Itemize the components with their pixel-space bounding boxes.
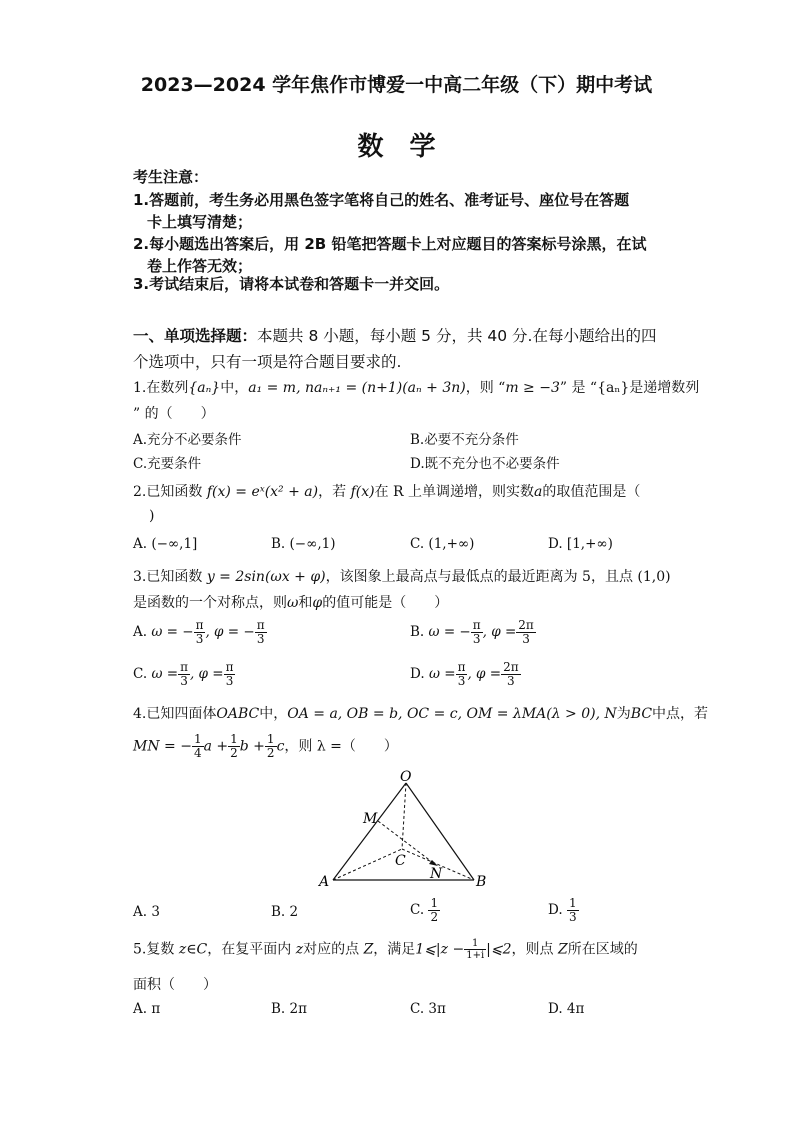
question-4-line-1 xyxy=(133,703,708,723)
q1-m-condition: m ≥ −3 xyxy=(505,380,560,396)
q4-text: 中点，若 xyxy=(652,706,709,722)
section-1-desc-1: 本题共 8 小题，每小题 5 分，共 40 分.在每小题给出的四 xyxy=(257,327,657,345)
denominator: 1+i xyxy=(466,950,485,961)
section-1-heading: 一、单项选择题： xyxy=(133,327,258,345)
fraction xyxy=(194,619,206,646)
notice-item-1: 1.答题前，考生务必用黑色签字笔将自己的姓名、准考证号、座位号在答题 xyxy=(133,191,630,209)
q3-omega: ω xyxy=(287,595,299,611)
denominator: 4 xyxy=(193,746,202,760)
notice-item-1-cont: 卡上填写清楚； xyxy=(147,213,253,231)
q3-omega-eq: ω = − xyxy=(428,624,471,640)
q2-option-d: D. [1,+∞) xyxy=(548,536,613,552)
numerator: 1 xyxy=(230,732,238,746)
q4-option-label: D. xyxy=(548,902,563,918)
q4-text: 4.已知四面体 xyxy=(133,706,217,722)
edge-ac xyxy=(333,849,402,880)
question-3-line-2 xyxy=(133,592,448,612)
q2-text: 的取值范围是（ xyxy=(542,484,641,500)
q3-option-a xyxy=(133,619,267,646)
notice-item-3: 3.考试结束后，请将本试卷和答题卡一并交回。 xyxy=(133,275,450,293)
q1-text: 中， xyxy=(220,380,249,396)
q4-text: 为 xyxy=(616,706,631,722)
q4-vectors: OA = a, OB = b, OC = c, OM = λMA(λ > 0), N xyxy=(287,706,617,722)
q1-option-a: A.充分不必要条件 xyxy=(133,432,242,448)
q3-phi-eq: , φ = xyxy=(189,666,224,682)
label-a: A xyxy=(319,874,330,890)
q5-text: ，则点 xyxy=(511,941,554,958)
numerator: π xyxy=(195,618,204,632)
label-b: B xyxy=(476,874,487,890)
notice-item-2: 2.每小题选出答案后，用 2B 铅笔把答题卡上对应题目的答案标号涂黑，在试 xyxy=(133,235,647,253)
q4-option-d xyxy=(548,897,579,924)
label-c: C xyxy=(395,853,406,869)
q5-inequality: 1⩽|z − xyxy=(415,941,465,958)
q4-text: 中， xyxy=(259,706,288,722)
q2-option-c: C. (1,+∞) xyxy=(410,536,475,552)
q5-option-d: D. 4π xyxy=(548,1001,585,1017)
fraction xyxy=(178,661,190,688)
q4-option-a: A. 3 xyxy=(133,904,160,920)
numerator: π xyxy=(225,660,234,674)
fraction xyxy=(516,619,536,646)
q1-option-b: B.必要不充分条件 xyxy=(410,432,519,448)
q1-text: ” 是 “{aₙ}是递增数列 xyxy=(559,380,700,396)
q3-omega-eq: ω = xyxy=(428,666,456,682)
label-m: M xyxy=(363,811,378,827)
q4-text: ，则 λ =（ ） xyxy=(284,738,398,755)
q2-text: 2.已知函数 xyxy=(133,484,203,500)
denominator: 3 xyxy=(180,674,188,688)
q5-point-z: Z xyxy=(363,941,374,958)
q4-term: c xyxy=(276,738,285,755)
q4-edge-bc: BC xyxy=(630,706,653,722)
fraction xyxy=(228,733,240,760)
q1-option-c: C.充要条件 xyxy=(133,456,202,472)
denominator: 3 xyxy=(472,632,481,646)
q2-function: f(x) = eˣ(x² + a) xyxy=(206,484,319,500)
numerator: 1 xyxy=(266,732,275,746)
q3-text: 的值可能是（ ） xyxy=(322,595,449,611)
q5-option-a: A. π xyxy=(133,1001,161,1017)
q3-text: 3.已知函数 xyxy=(133,569,203,585)
q3-phi-eq: , φ = xyxy=(482,624,517,640)
question-1-line-1 xyxy=(133,377,699,397)
numerator: π xyxy=(472,618,481,632)
question-1-line-2: ” 的（ ） xyxy=(133,406,215,422)
q3-phi-eq: , φ = xyxy=(467,666,502,682)
q3-option-c xyxy=(133,661,235,688)
q1-seq: {aₙ} xyxy=(188,380,221,396)
numerator: π xyxy=(180,660,188,674)
numerator: π xyxy=(256,618,265,632)
q2-option-b: B. (−∞,1) xyxy=(271,536,336,552)
numerator: 1 xyxy=(430,896,439,910)
q4-option-b: B. 2 xyxy=(271,904,299,920)
denominator: 3 xyxy=(225,674,234,688)
notice-heading: 考生注意： xyxy=(133,168,209,186)
exam-title: 2023—2024 学年焦作市博爱一中高二年级（下）期中考试 xyxy=(140,74,653,96)
q3-option-d xyxy=(410,661,521,688)
notice-item-2-cont: 卷上作答无效； xyxy=(147,257,253,275)
denominator: 2 xyxy=(266,746,275,760)
q2-text: ，若 xyxy=(318,484,347,500)
q5-text: ，满足 xyxy=(373,941,416,958)
q3-phi: φ xyxy=(312,595,323,611)
numerator: 1 xyxy=(193,732,202,746)
q4-vector-mn: MN = − xyxy=(133,738,192,755)
q3-option-label: C. xyxy=(133,666,148,682)
q4-option-label: C. xyxy=(410,902,425,918)
vector-mn xyxy=(378,821,436,865)
numerator: 1 xyxy=(568,896,577,910)
q5-text: ，在复平面内 xyxy=(207,941,292,958)
fraction xyxy=(428,897,440,924)
q3-option-label: B. xyxy=(410,624,425,640)
q5-z: z∈C xyxy=(178,941,208,958)
fraction xyxy=(192,733,204,760)
label-o: O xyxy=(400,769,412,785)
q1-text: 1.在数列 xyxy=(133,380,189,396)
denominator: 2 xyxy=(230,746,238,760)
question-2-line-1 xyxy=(133,481,640,501)
section-1-desc-2: 个选项中，只有一项是符合题目要求的. xyxy=(133,353,402,371)
fraction xyxy=(567,897,579,924)
q2-function-ref: f(x) xyxy=(350,484,375,500)
fraction xyxy=(464,938,486,961)
q3-option-label: D. xyxy=(410,666,425,682)
q3-omega-eq: ω = xyxy=(151,666,179,682)
numerator: 2π xyxy=(518,618,534,632)
label-n: N xyxy=(430,866,443,882)
q4-option-c xyxy=(410,897,440,924)
q5-text: 对应的点 xyxy=(303,941,360,958)
q3-omega-eq: ω = − xyxy=(151,624,194,640)
denominator: 3 xyxy=(457,674,466,688)
q5-option-c: C. 3π xyxy=(410,1001,446,1017)
fraction xyxy=(255,619,267,646)
denominator: 3 xyxy=(195,632,204,646)
q5-z: z xyxy=(295,941,304,958)
q5-text: 5.复数 xyxy=(133,941,175,958)
q3-phi-eq: , φ = − xyxy=(205,624,255,640)
question-2-line-2: ) xyxy=(149,508,155,524)
denominator: 2 xyxy=(430,910,439,924)
q4-tetrahedron: OABC xyxy=(216,706,260,722)
q3-function: y = 2sin(ωx + φ) xyxy=(206,569,326,585)
question-5-line-1 xyxy=(133,938,638,961)
q3-option-label: A. xyxy=(133,624,148,640)
q2-var-a: a xyxy=(534,484,543,500)
q5-point-z: Z xyxy=(557,941,568,958)
numerator: π xyxy=(457,660,466,674)
fraction xyxy=(471,619,483,646)
q2-option-a: A. (−∞,1] xyxy=(133,536,198,552)
q4-term: a + xyxy=(203,738,229,755)
tetrahedron-figure xyxy=(300,765,500,895)
edge-oc xyxy=(402,783,406,849)
denominator: 3 xyxy=(256,632,265,646)
question-4-line-2 xyxy=(133,733,398,760)
denominator: 3 xyxy=(522,632,530,646)
denominator: 3 xyxy=(507,674,515,688)
denominator: 3 xyxy=(568,910,577,924)
q3-text: ，该图象上最高点与最低点的最近距离为 5，且点 (1,0) xyxy=(325,569,671,585)
q3-option-b xyxy=(410,619,536,646)
fraction xyxy=(265,733,277,760)
fraction xyxy=(224,661,236,688)
q2-text: 在 R 上单调递增，则实数 xyxy=(374,484,535,500)
numerator: 1 xyxy=(464,938,486,950)
q5-inequality: |⩽2 xyxy=(486,941,512,958)
q3-text: 和 xyxy=(298,595,313,611)
numerator: 2π xyxy=(503,660,519,674)
q5-text: 所在区域的 xyxy=(567,941,638,958)
q1-option-d: D.既不充分也不必要条件 xyxy=(410,456,560,472)
fraction xyxy=(456,661,468,688)
question-5-line-2: 面积（ ） xyxy=(133,977,217,993)
q1-text: ，则 “ xyxy=(465,380,506,396)
section-1-intro xyxy=(133,324,656,346)
q1-condition: a₁ = m, naₙ₊₁ = (n+1)(aₙ + 3n) xyxy=(248,380,466,396)
q3-text: 是函数的一个对称点，则 xyxy=(133,595,287,611)
q4-term: b + xyxy=(239,738,265,755)
subject-title: 数 学 xyxy=(357,132,436,162)
question-3-line-1 xyxy=(133,566,671,586)
q5-option-b: B. 2π xyxy=(271,1001,307,1017)
fraction xyxy=(501,661,521,688)
